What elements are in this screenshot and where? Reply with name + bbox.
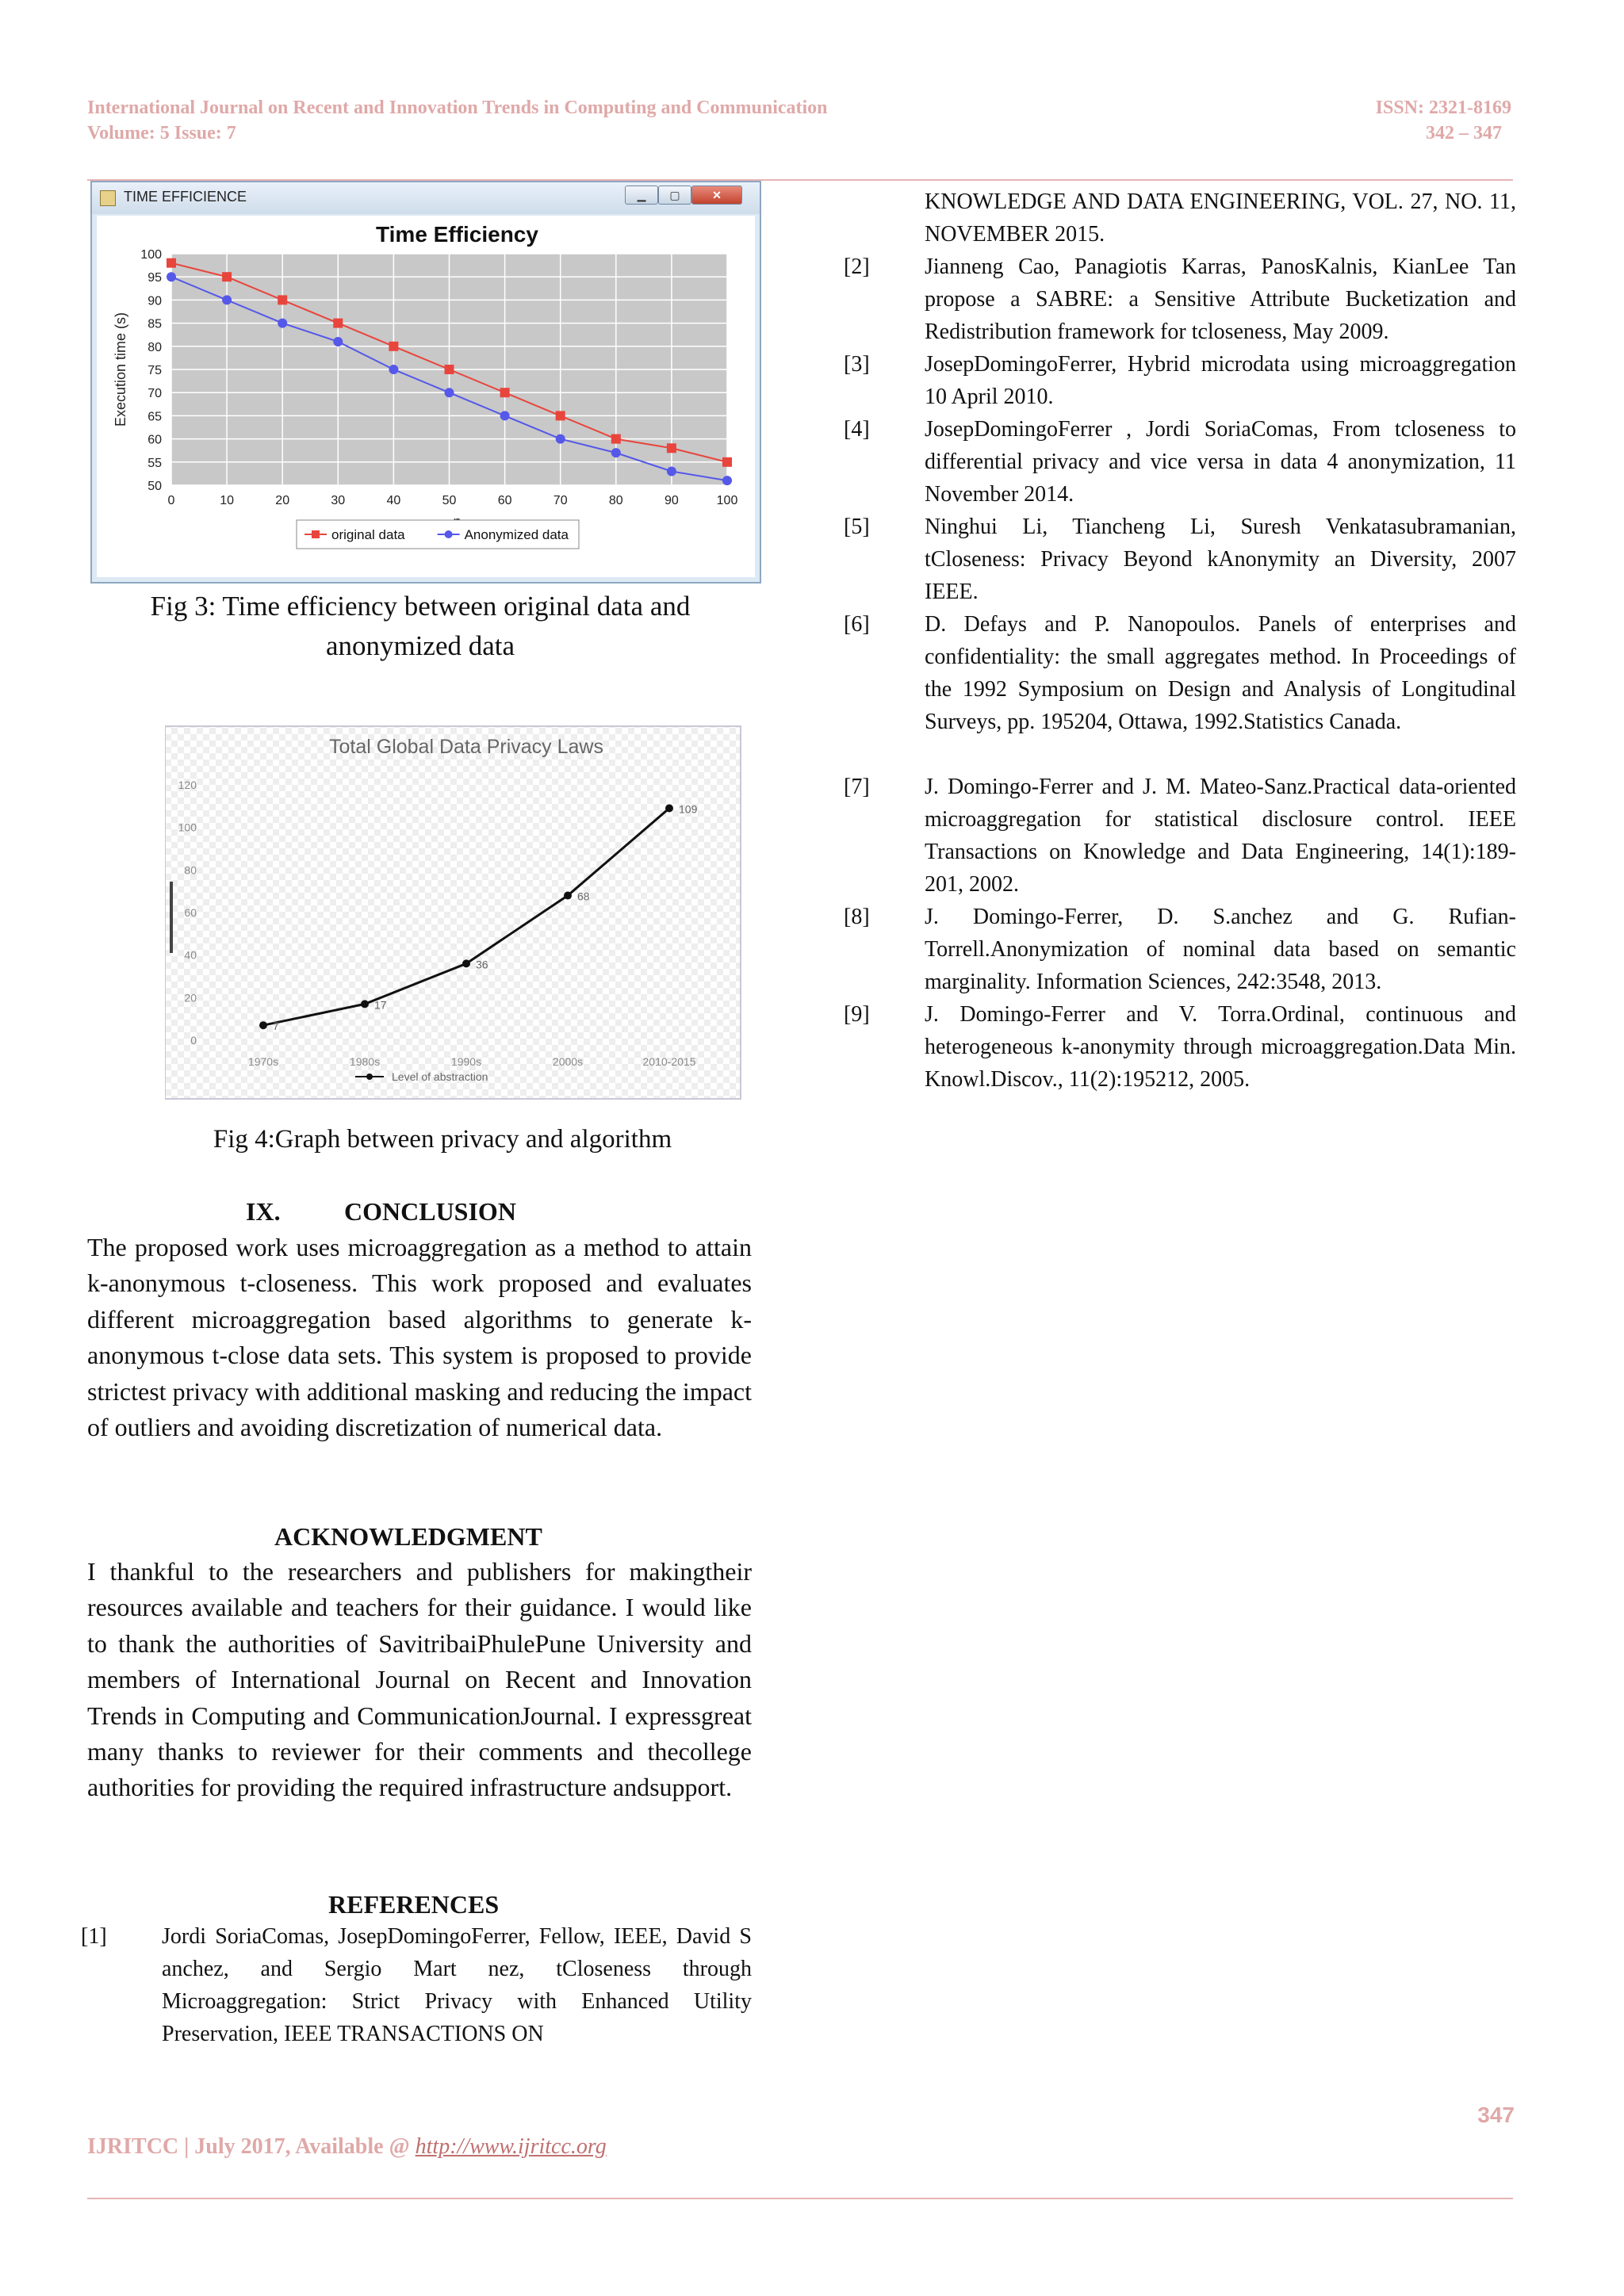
data-point <box>611 448 621 457</box>
reference-number: [6] <box>844 612 870 637</box>
reference-number: [9] <box>844 1002 870 1027</box>
y-axis-label: Execution time (s) <box>113 312 128 427</box>
data-point <box>333 319 343 328</box>
running-header-left <box>87 95 828 146</box>
references-heading: REFERENCES <box>328 1890 500 1919</box>
fig4-y-axis-marker <box>170 882 173 953</box>
y-tick-label: 100 <box>140 248 162 262</box>
conclusion-text: The proposed work uses microaggregation as a method to attain k-anonymous t-closeness. This work proposed and evaluates different microaggregation based algorithms to generate k- anonymous t-close data sets. This system is proposed to provide strictest privacy with additional masking and reducing the impact of outliers and avoiding discretization of numerical data. <box>87 1233 752 1442</box>
data-point <box>259 1021 267 1029</box>
footer-divider <box>87 2198 1513 2199</box>
data-point <box>167 272 176 281</box>
data-point <box>278 319 287 328</box>
y-tick-label: 60 <box>147 433 162 447</box>
x-tick-label: 0 <box>167 494 175 507</box>
reference-number: [3] <box>844 352 870 377</box>
y-tick-label: 20 <box>184 991 197 1004</box>
y-tick-label: 70 <box>147 387 162 401</box>
footer <box>87 2134 607 2160</box>
reference-number: [2] <box>844 254 870 279</box>
data-point <box>389 365 398 374</box>
x-tick-label: 30 <box>331 494 346 507</box>
x-tick-label: 80 <box>608 494 623 507</box>
y-tick-label: 85 <box>147 317 162 331</box>
page-range: 342 – 347 <box>1426 123 1502 144</box>
data-point <box>667 443 676 453</box>
data-label: 109 <box>679 802 698 816</box>
data-label: 68 <box>577 890 590 903</box>
data-point <box>389 342 398 351</box>
data-point <box>722 476 732 485</box>
data-label: 7 <box>273 1020 279 1033</box>
reference-text: Jordi SoriaComas, JosepDomingoFerrer, Fellow, IEEE, David S anchez, and Sergio Mart nez, tCloseness through Microaggregation: Strict Privacy with Enhanced Utility Preservation, IEEE TRANSACTIONS ON <box>162 1924 752 2046</box>
time-efficiency-chart <box>97 216 755 577</box>
legend-marker <box>312 530 320 538</box>
data-label: 17 <box>374 998 387 1012</box>
y-tick-label: 0 <box>190 1034 197 1047</box>
data-point <box>556 434 565 444</box>
legend-label: Level of abstraction <box>392 1070 488 1083</box>
reference-text: Ninghui Li, Tiancheng Li, Suresh Venkatasubramanian, tCloseness: Privacy Beyond kAnonymity an Diversity, 2007 IEEE. <box>925 515 1516 604</box>
reference-text: D. Defays and P. Nanopoulos. Panels of enterprises and confidentiality: the small aggregates method. In Proceedings of the 1992 Symposium on Design and Analysis of Longitudinal Surveys, pp. 195204, Ottawa, 1992.Statistics Canada. <box>925 612 1516 734</box>
x-tick-label: 90 <box>665 494 679 507</box>
chart-frame <box>165 726 741 1099</box>
reference-number: [7] <box>844 775 870 799</box>
data-point <box>333 337 343 346</box>
y-tick-label: 75 <box>147 364 162 377</box>
y-tick-label: 40 <box>184 948 197 962</box>
close-icon: ✕ <box>691 186 742 205</box>
y-tick-label: 60 <box>184 906 197 919</box>
reference-number: [1] <box>81 1924 107 1949</box>
chart-title: Total Global Data Privacy Laws <box>329 736 603 758</box>
chart-title: Time Efficiency <box>376 222 538 247</box>
app-icon <box>100 190 116 206</box>
x-tick-label: 2010-2015 <box>642 1055 696 1068</box>
window-title: TIME EFFICIENCE <box>124 189 247 205</box>
figure-4-caption: Fig 4:Graph between privacy and algorithm <box>213 1125 672 1154</box>
journal-issn: ISSN: 2321-8169 <box>1375 98 1511 118</box>
page-number: 347 <box>1477 2103 1515 2127</box>
reference-text: JosepDomingoFerrer , Jordi SoriaComas, From tcloseness to differential privacy and vice versa in data 4 anonymization, 11 November 2014. <box>925 417 1516 507</box>
minimize-icon: ▁ <box>625 186 658 205</box>
conclusion-heading <box>246 1196 516 1227</box>
x-tick-label: 2000s <box>552 1055 584 1068</box>
x-tick-label: 70 <box>553 494 568 507</box>
data-label: 36 <box>476 958 488 971</box>
data-point <box>500 388 510 397</box>
x-tick-label: 60 <box>497 494 512 507</box>
x-tick-label: 40 <box>386 494 401 507</box>
y-tick-label: 50 <box>147 480 162 493</box>
y-tick-label: 95 <box>147 271 162 285</box>
reference-text: JosepDomingoFerrer, Hybrid microdata using microaggregation 10 April 2010. <box>925 352 1516 409</box>
acknowledgment-heading: ACKNOWLEDGMENT <box>274 1522 542 1551</box>
journal-website-link[interactable]: http://www.ijritcc.org <box>415 2134 607 2159</box>
x-tick-label: 1980s <box>349 1055 381 1068</box>
x-tick-label: 1990s <box>450 1055 482 1068</box>
data-point <box>667 466 676 476</box>
y-tick-label: 65 <box>147 410 162 424</box>
figure-3-caption: Fig 3: Time efficiency between original data and anonymized data <box>150 591 691 661</box>
y-tick-label: 80 <box>147 340 162 354</box>
data-point <box>167 258 176 268</box>
y-tick-label: 120 <box>178 779 197 791</box>
y-tick-label: 100 <box>178 821 197 834</box>
reference-text: J. Domingo-Ferrer and V. Torra.Ordinal, continuous and heterogeneous k-anonymity through microaggregation.Data Min. Knowl.Discov., 11(2):195212, 2005. <box>925 1002 1516 1092</box>
reference-text: J. Domingo-Ferrer and J. M. Mateo-Sanz.Practical data-oriented microaggregation for statistical disclosure control. IEEE Transactions on Knowledge and Data Engineering, 14(1):189-201, 2002. <box>925 775 1516 897</box>
footer-text: IJRITCC | July 2017, Available @ <box>87 2134 416 2159</box>
data-point <box>665 805 673 813</box>
reference-number: [5] <box>844 515 870 539</box>
y-tick-label: 90 <box>147 294 162 308</box>
x-tick-label: 10 <box>220 494 234 507</box>
journal-name: International Journal on Recent and Innovation Trends in Computing and Communication <box>87 98 828 118</box>
privacy-laws-chart <box>165 721 744 1102</box>
x-tick-label: 20 <box>275 494 290 507</box>
figure-3-window <box>90 181 761 584</box>
x-tick-label: 100 <box>716 494 738 507</box>
data-point <box>361 1000 369 1008</box>
journal-volume: Volume: 5 Issue: 7 <box>87 123 236 144</box>
reference-number: [8] <box>844 905 870 929</box>
data-point <box>462 959 470 967</box>
y-tick-label: 80 <box>184 863 197 877</box>
reference-text: KNOWLEDGE AND DATA ENGINEERING, VOL. 27, NO. 11, NOVEMBER 2015. <box>925 189 1516 247</box>
data-point <box>611 434 621 444</box>
maximize-icon: ▢ <box>658 186 691 205</box>
data-point <box>222 272 232 281</box>
data-point <box>556 411 565 420</box>
running-header-right <box>1376 95 1511 146</box>
data-point <box>445 365 454 374</box>
x-tick-label: 1970s <box>247 1055 279 1068</box>
data-point <box>500 411 510 420</box>
data-point <box>445 388 454 397</box>
window-titlebar <box>92 182 760 214</box>
reference-number: [4] <box>844 417 870 442</box>
section-number: IX. <box>246 1197 281 1226</box>
y-tick-label: 55 <box>147 456 162 470</box>
legend-marker <box>445 530 453 538</box>
data-point <box>722 457 732 467</box>
acknowledgment-text: I thankful to the researchers and publishers for makingtheir resources available and teachers for their guidance. I would like to thank the authorities of SavitribaiPhulePune University and members of International Journal on Recent and Innovation Trends in Computing and CommunicationJournal. I expressgreat many thanks to reviewer for their comments and thecollege authorities for providing the required infrastructure andsupport. <box>87 1557 752 1802</box>
reference-text: J. Domingo-Ferrer, D. S.anchez and G. Rufian-Torrell.Anonymization of nominal data based on semantic marginality. Information Sciences, 242:3548, 2013. <box>925 905 1516 994</box>
data-point <box>564 892 572 900</box>
reference-text: Jianneng Cao, Panagiotis Karras, PanosKalnis, KianLee Tan propose a SABRE: a Sensitive Attribute Bucketization and Redistribution framework for tcloseness, May 2009. <box>925 254 1516 344</box>
legend-marker <box>366 1073 373 1080</box>
x-tick-label: 50 <box>442 494 457 507</box>
section-title: CONCLUSION <box>344 1197 516 1226</box>
legend-label: original data <box>331 527 405 542</box>
data-point <box>222 295 232 304</box>
legend-label: Anonymized data <box>464 527 569 542</box>
data-point <box>278 295 287 304</box>
